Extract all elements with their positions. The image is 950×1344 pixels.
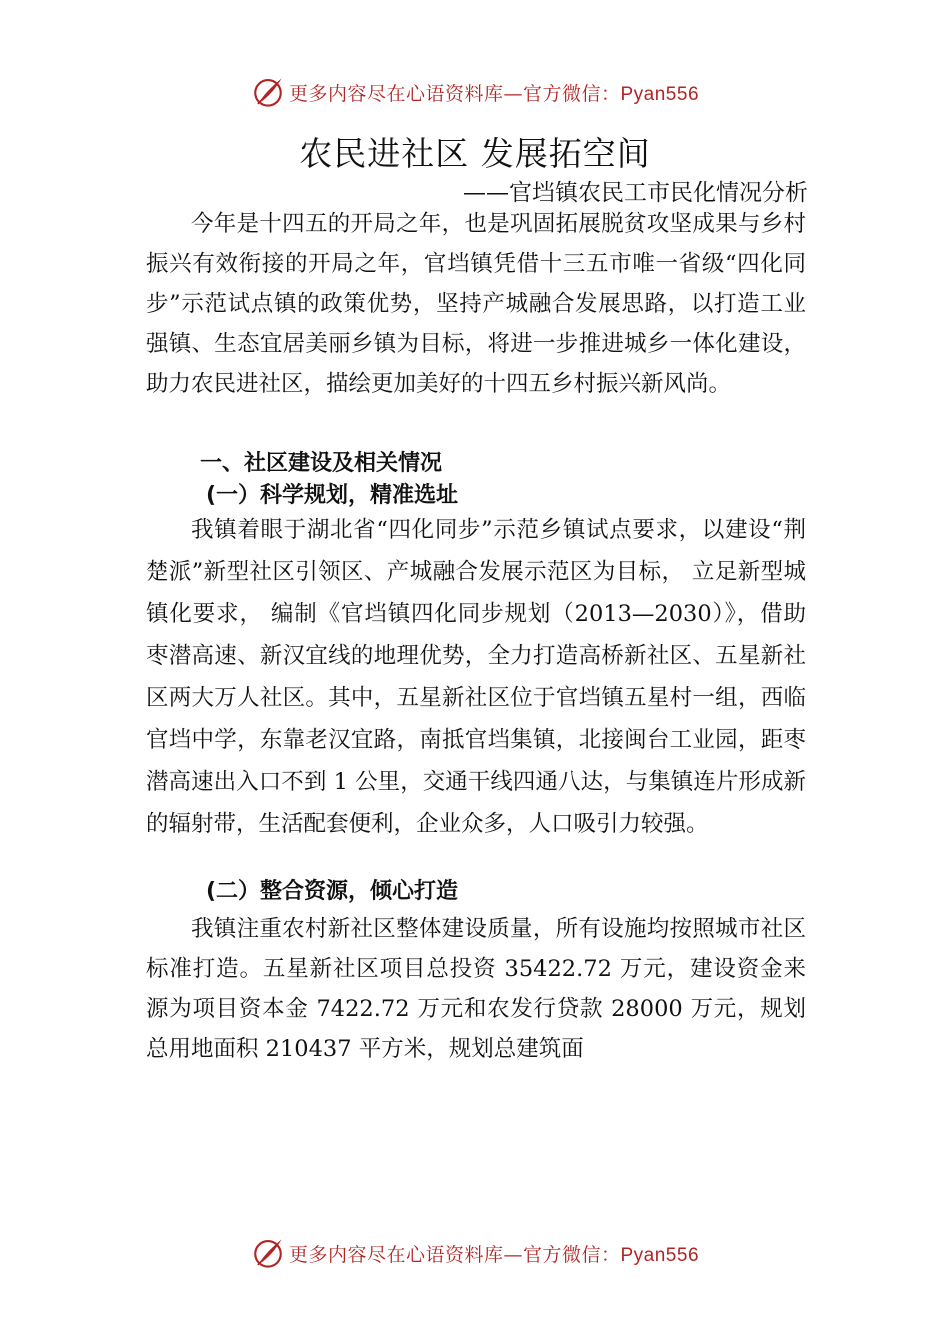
header-banner (0, 72, 950, 112)
subsection-paragraph-1: 我镇着眼于湖北省“四化同步”示范乡镇试点要求，以建设“荆楚派”新型社区引领区、产城融合发展示范区为目标， 立足新型城镇化要求， 编制《官垱镇四化同步规划（2013—2030）》，借助枣潜高速、新汉宜线的地理优势，全力打造高桥新社区、五星新社区两大万人社区。其中，五星新社区位于官垱镇五星村一组，西临官垱中学，东靠老汉宜路，南抵官垱集镇，北接闽台工业园，距枣潜高速出入口不到 1 公里，交通干线四通八达，与集镇连片形成新的辐射带，生活配套便利，企业众多，人口吸引力较强。 (146, 517, 806, 837)
subsection-heading-1: (一）科学规划，精准选址 (206, 483, 459, 508)
subsection-paragraph-2: 我镇注重农村新社区整体建设质量，所有设施均按照城市社区标准打造。五星新社区项目总投资 35422.72 万元，建设资金来源为项目资本金 7422.72 万元和农发行贷款 28000 万元，规划总用地面积 210437 平方米，规划总建筑面 (146, 916, 806, 1062)
document-title: 农民进社区 发展拓空间 (299, 134, 651, 173)
quill-seal-icon (251, 75, 285, 109)
quill-seal-icon (251, 1236, 285, 1270)
subsection-heading-2: (二）整合资源，倾心打造 (206, 879, 459, 904)
section-heading-1: 一、社区建设及相关情况 (200, 451, 443, 476)
footer-banner (0, 1233, 950, 1273)
wechat-id: Pyan556 (620, 83, 700, 105)
banner-text: 更多内容尽在心语资料库—官方微信：Pyan556 (288, 82, 700, 105)
footer-banner-text: 更多内容尽在心语资料库—官方微信：Pyan556 (288, 1243, 700, 1266)
footer-wechat-id: Pyan556 (620, 1244, 700, 1266)
intro-paragraph: 今年是十四五的开局之年，也是巩固拓展脱贫攻坚成果与乡村振兴有效衔接的开局之年，官垱镇凭借十三五市唯一省级“四化同步”示范试点镇的政策优势，坚持产城融合发展思路，以打造工业强镇、生态宜居美丽乡镇为目标，将进一步推进城乡一体化建设，助力农民进社区，描绘更加美好的十四五乡村振兴新风尚。 (146, 211, 806, 397)
document-subtitle: ——官垱镇农民工市民化情况分析 (463, 180, 808, 206)
